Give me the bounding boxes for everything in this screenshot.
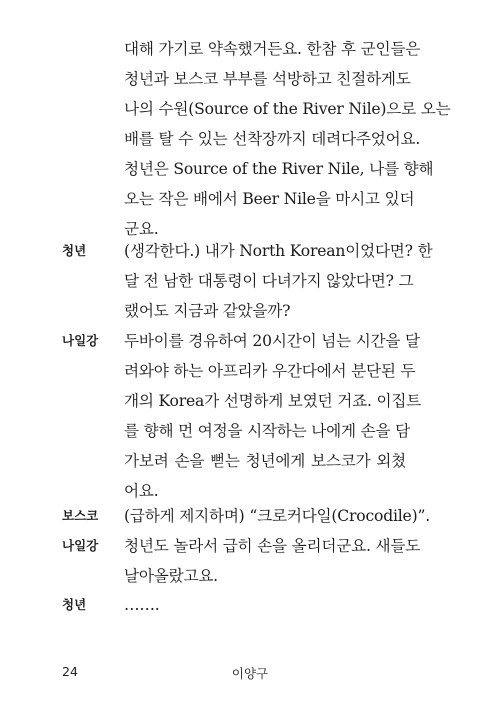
speech-text (124, 326, 422, 506)
speaker-name: 나일강 (62, 538, 99, 553)
text-line: 나의 수원(Source of the River Nile)으로 오는 (124, 100, 451, 118)
text-line: 를 향해 먼 여정을 시작하는 나에게 손을 담 (124, 422, 410, 440)
text-line: 려와야 하는 아프리카 우간다에서 분단된 두 (124, 362, 416, 380)
text-line: 가보려 손을 뻗는 청년에게 보스코가 외쳤 (124, 452, 406, 470)
page-footer (0, 664, 500, 684)
text-line: 배를 탈 수 있는 선착장까지 데려다주었어요. (124, 130, 421, 148)
text-line: 청년은 Source of the River Nile, 나를 향해 (124, 160, 434, 178)
text-line: 오는 작은 배에서 Beer Nile을 마시고 있더 (124, 190, 415, 208)
text-line: 날아올랐고요. (124, 567, 218, 585)
text-line: 두바이를 경유하여 20시간이 넘는 시간을 달 (124, 332, 420, 350)
speech-text (124, 531, 421, 591)
page-number: 24 (62, 664, 78, 679)
text-line: (급하게 제지하며) “크로커다일(Crocodile)”. (124, 507, 430, 525)
text-line: 개의 Korea가 선명하게 보였던 거죠. 이집트 (124, 392, 422, 410)
text-line: (생각한다.) 내가 North Korean이었다면? 한 (124, 242, 433, 260)
author-name: 이양구 (231, 666, 269, 681)
speech-text (124, 236, 433, 326)
speaker-name: 청년 (62, 243, 87, 258)
speech-text (124, 501, 430, 531)
text-line: 어요. (124, 482, 159, 500)
text-line: ……. (124, 596, 160, 614)
text-line: 군요. (124, 220, 159, 238)
text-line: 대해 가기로 약속했거든요. 한참 후 군인들은 (124, 40, 421, 58)
text-line: 랬어도 지금과 같았을까? (124, 302, 291, 320)
text-line: 청년도 놀라서 급히 손을 올리더군요. 새들도 (124, 537, 421, 555)
text-line: 청년과 보스코 부부를 석방하고 친절하게도 (124, 70, 411, 88)
intro-paragraph (124, 34, 451, 244)
speaker-name: 나일강 (62, 333, 99, 348)
speech-text (124, 590, 406, 620)
speaker-name: 청년 (62, 597, 87, 612)
text-line: 달 전 남한 대통령이 다녀가지 않았다면? 그 (124, 272, 414, 290)
speaker-name: 보스코 (62, 508, 99, 523)
